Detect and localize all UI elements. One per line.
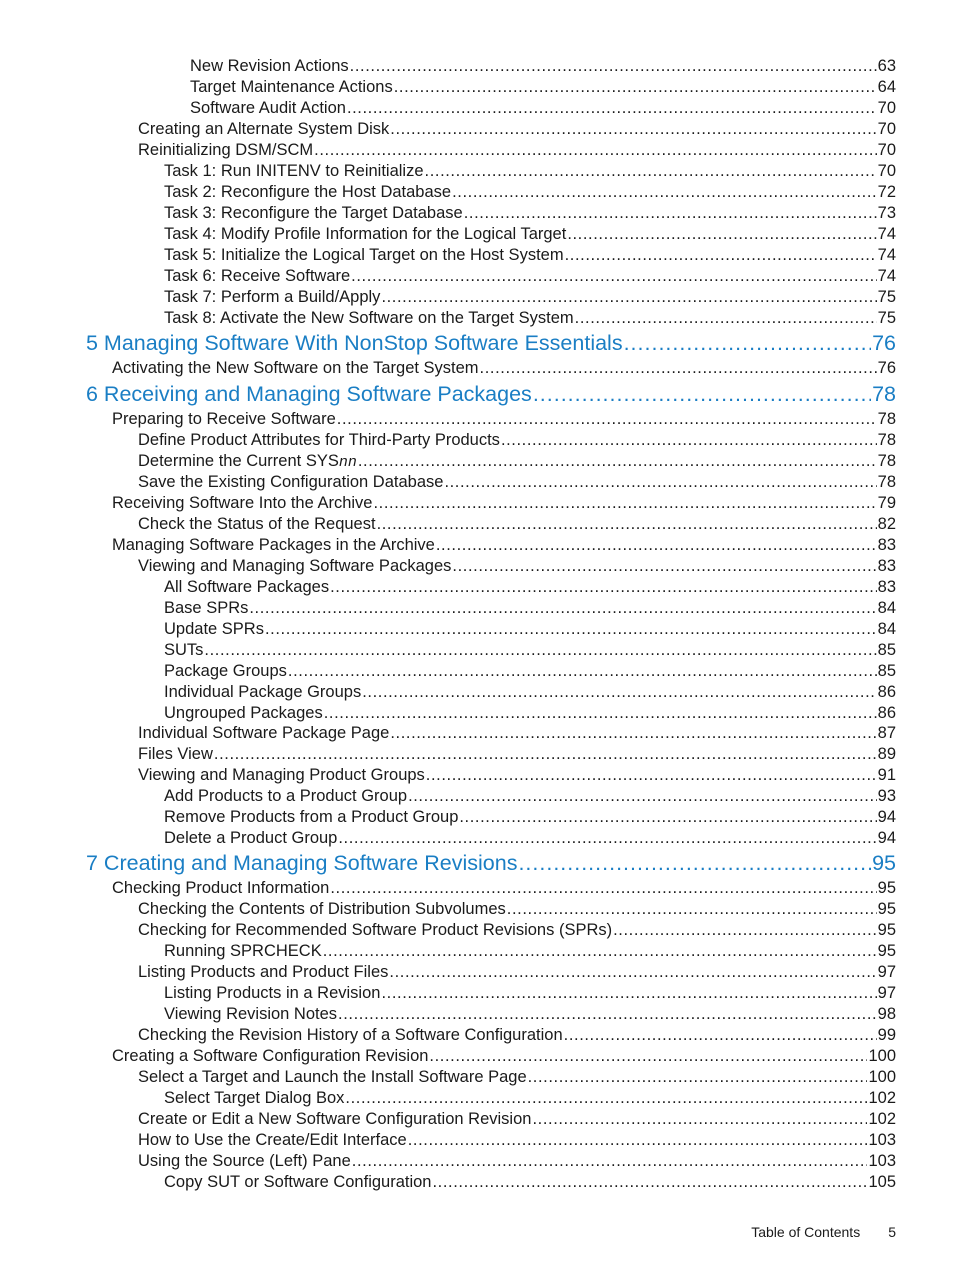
dot-leader bbox=[564, 1025, 877, 1045]
dot-leader bbox=[426, 765, 877, 785]
toc-entry-page-number: 94 bbox=[877, 829, 896, 847]
toc-entry-title: Remove Products from a Product Group bbox=[164, 808, 459, 826]
toc-entry[interactable] bbox=[112, 878, 896, 898]
toc-entry-page-number: 103 bbox=[868, 1131, 896, 1149]
toc-entry-title: Individual Package Groups bbox=[164, 683, 362, 701]
toc-entry-title: Task 8: Activate the New Software on the Target System bbox=[164, 309, 574, 327]
dot-leader bbox=[338, 1004, 877, 1024]
toc-entry-page-number: 93 bbox=[877, 787, 896, 805]
toc-entry[interactable] bbox=[164, 983, 896, 1003]
toc-entry[interactable] bbox=[138, 765, 896, 785]
toc-entry-page-number: 102 bbox=[868, 1110, 896, 1128]
dot-leader bbox=[528, 1067, 868, 1087]
toc-entry-title: Listing Products and Product Files bbox=[138, 963, 389, 981]
toc-entry[interactable] bbox=[164, 266, 896, 286]
toc-entry-page-number: 95 bbox=[877, 900, 896, 918]
toc-entry-page-number: 91 bbox=[877, 766, 896, 784]
toc-entry-page-number: 78 bbox=[877, 431, 896, 449]
dot-leader bbox=[533, 381, 871, 407]
toc-entry[interactable] bbox=[138, 1151, 896, 1171]
toc-entry[interactable] bbox=[138, 514, 896, 534]
toc-entry[interactable] bbox=[138, 556, 896, 576]
dot-leader bbox=[345, 1088, 867, 1108]
toc-entry-title: Running SPRCHECK bbox=[164, 942, 322, 960]
toc-entry-page-number: 95 bbox=[877, 879, 896, 897]
dot-leader bbox=[567, 224, 876, 244]
toc-entry-title: Preparing to Receive Software bbox=[112, 410, 336, 428]
dot-leader bbox=[314, 140, 877, 160]
dot-leader bbox=[381, 983, 876, 1003]
toc-entry-title: Activating the New Software on the Target System bbox=[112, 359, 479, 377]
toc-entry-title: Reinitializing DSM/SCM bbox=[138, 141, 314, 159]
footer-label: Table of Contents bbox=[751, 1224, 861, 1240]
dot-leader bbox=[351, 266, 876, 286]
dot-leader bbox=[390, 723, 876, 743]
toc-entry-title: New Revision Actions bbox=[190, 57, 349, 75]
dot-leader bbox=[436, 535, 877, 555]
toc-entry[interactable] bbox=[138, 744, 896, 764]
dot-leader bbox=[624, 330, 872, 356]
toc-entry-page-number: 95 bbox=[877, 942, 896, 960]
toc-entry[interactable] bbox=[164, 308, 896, 328]
toc-entry-page-number: 86 bbox=[877, 683, 896, 701]
dot-leader bbox=[265, 619, 877, 639]
toc-entry-page-number: 75 bbox=[877, 309, 896, 327]
toc-entry[interactable] bbox=[164, 682, 896, 702]
toc-entry-title: Update SPRs bbox=[164, 620, 264, 638]
toc-entry-title: Select a Target and Launch the Install Software Page bbox=[138, 1068, 527, 1086]
toc-entry-page-number: 64 bbox=[877, 78, 896, 96]
toc-entry-page-number: 83 bbox=[877, 578, 896, 596]
dot-leader bbox=[408, 786, 877, 806]
toc-entry-page-number: 78 bbox=[877, 452, 896, 470]
dot-leader bbox=[452, 556, 876, 576]
toc-entry-page-number: 85 bbox=[877, 662, 896, 680]
dot-leader bbox=[429, 1046, 867, 1066]
toc-entry[interactable] bbox=[164, 1172, 896, 1192]
toc-entry[interactable] bbox=[164, 807, 896, 827]
toc-entry-title: Target Maintenance Actions bbox=[190, 78, 393, 96]
dot-leader bbox=[377, 514, 877, 534]
toc-entry-page-number: 100 bbox=[868, 1047, 896, 1065]
toc-entry-title: Delete a Product Group bbox=[164, 829, 338, 847]
toc-entry-title: Task 1: Run INITENV to Reinitialize bbox=[164, 162, 424, 180]
dot-leader bbox=[575, 308, 877, 328]
toc-entry-title: Viewing and Managing Software Packages bbox=[138, 557, 452, 575]
toc-entry-page-number: 78 bbox=[877, 473, 896, 491]
toc-entry[interactable] bbox=[164, 1088, 896, 1108]
toc-entry-page-number: 78 bbox=[872, 382, 896, 406]
toc-entry[interactable] bbox=[164, 182, 896, 202]
dot-leader bbox=[408, 1130, 868, 1150]
dot-leader bbox=[337, 409, 877, 429]
dot-leader bbox=[358, 451, 877, 471]
toc-entry-page-number: 98 bbox=[877, 1005, 896, 1023]
toc-entry-title: Receiving Software Into the Archive bbox=[112, 494, 373, 512]
dot-leader bbox=[452, 182, 877, 202]
toc-entry-page-number: 95 bbox=[877, 921, 896, 939]
toc-entry-title: How to Use the Create/Edit Interface bbox=[138, 1131, 407, 1149]
toc-entry[interactable] bbox=[138, 1109, 896, 1129]
toc-entry-page-number: 70 bbox=[877, 141, 896, 159]
dot-leader bbox=[425, 161, 877, 181]
toc-entry-title: Checking Product Information bbox=[112, 879, 330, 897]
toc-entry-title: Ungrouped Packages bbox=[164, 704, 323, 722]
toc-entry[interactable] bbox=[190, 56, 896, 76]
toc-entry-title: Task 3: Reconfigure the Target Database bbox=[164, 204, 463, 222]
dot-leader bbox=[249, 598, 876, 618]
toc-entry[interactable] bbox=[190, 98, 896, 118]
toc-entry-title: 7 Creating and Managing Software Revisions bbox=[86, 851, 518, 875]
toc-entry[interactable] bbox=[138, 1067, 896, 1087]
toc-entry-title: Managing Software Packages in the Archive bbox=[112, 536, 435, 554]
toc-entry-page-number: 83 bbox=[877, 536, 896, 554]
toc-entry[interactable] bbox=[164, 941, 896, 961]
toc-entry-title: Select Target Dialog Box bbox=[164, 1089, 345, 1107]
toc-entry-title: Task 7: Perform a Build/Apply bbox=[164, 288, 381, 306]
toc-entry-title: 5 Managing Software With NonStop Software Essentials bbox=[86, 331, 623, 355]
toc-entry-page-number: 102 bbox=[868, 1089, 896, 1107]
toc-entry-title: Task 4: Modify Profile Information for the Logical Target bbox=[164, 225, 567, 243]
toc-entry-title: SUTs bbox=[164, 641, 204, 659]
dot-leader bbox=[433, 1172, 868, 1192]
toc-entry-page-number: 82 bbox=[877, 515, 896, 533]
toc-entry-title: Define Product Attributes for Third-Party Products bbox=[138, 431, 500, 449]
toc-entry-title: Software Audit Action bbox=[190, 99, 346, 117]
toc-entry[interactable] bbox=[138, 140, 896, 160]
dot-leader bbox=[480, 358, 877, 378]
toc-entry[interactable] bbox=[138, 1130, 896, 1150]
toc-entry[interactable] bbox=[164, 224, 896, 244]
toc-entry-page-number: 99 bbox=[877, 1026, 896, 1044]
toc-entry-title: All Software Packages bbox=[164, 578, 330, 596]
toc-entry-page-number: 75 bbox=[877, 288, 896, 306]
toc-entry[interactable] bbox=[164, 161, 896, 181]
toc-entry-page-number: 97 bbox=[877, 963, 896, 981]
toc-entry-title: Viewing and Managing Product Groups bbox=[138, 766, 425, 784]
toc-entry[interactable] bbox=[138, 119, 896, 139]
toc-entry-title: Task 5: Initialize the Logical Target on the Host System bbox=[164, 246, 564, 264]
toc-entry-page-number: 95 bbox=[872, 851, 896, 875]
toc-entry-title: Checking the Revision History of a Software Configuration bbox=[138, 1026, 563, 1044]
page-footer bbox=[751, 1223, 896, 1241]
toc-entry-title: Determine the Current SYSnn bbox=[138, 452, 357, 471]
dot-leader bbox=[459, 807, 876, 827]
toc-entry[interactable] bbox=[112, 493, 896, 513]
toc-entry-page-number: 87 bbox=[877, 724, 896, 742]
toc-entry-title: Task 6: Receive Software bbox=[164, 267, 351, 285]
toc-entry-page-number: 74 bbox=[877, 267, 896, 285]
toc-entry[interactable] bbox=[164, 598, 896, 618]
toc-entry-title: Save the Existing Configuration Database bbox=[138, 473, 444, 491]
toc-chapter-entry[interactable] bbox=[86, 330, 896, 356]
toc-entry-page-number: 74 bbox=[877, 246, 896, 264]
toc-entry[interactable] bbox=[112, 409, 896, 429]
toc-entry-page-number: 86 bbox=[877, 704, 896, 722]
toc-entry[interactable] bbox=[164, 786, 896, 806]
toc-entry-page-number: 97 bbox=[877, 984, 896, 1002]
toc-entry[interactable] bbox=[112, 535, 896, 555]
toc-entry[interactable] bbox=[164, 203, 896, 223]
toc-entry[interactable] bbox=[112, 358, 896, 378]
toc-entry-page-number: 84 bbox=[877, 620, 896, 638]
toc-entry[interactable] bbox=[164, 245, 896, 265]
toc-chapter-entry[interactable] bbox=[86, 381, 896, 407]
footer-page-number: 5 bbox=[888, 1224, 896, 1240]
dot-leader bbox=[347, 98, 877, 118]
toc-entry-page-number: 76 bbox=[877, 359, 896, 377]
toc-entry[interactable] bbox=[138, 472, 896, 492]
toc-chapter-entry[interactable] bbox=[86, 850, 896, 876]
dot-leader bbox=[330, 577, 877, 597]
toc-entry-title: Add Products to a Product Group bbox=[164, 787, 408, 805]
toc-entry-page-number: 63 bbox=[877, 57, 896, 75]
toc-entry-page-number: 103 bbox=[868, 1152, 896, 1170]
dot-leader bbox=[350, 56, 877, 76]
toc-entry-title: Using the Source (Left) Pane bbox=[138, 1152, 351, 1170]
toc-entry[interactable] bbox=[138, 899, 896, 919]
toc-entry[interactable] bbox=[164, 703, 896, 723]
toc-entry-page-number: 78 bbox=[877, 410, 896, 428]
toc-entry[interactable] bbox=[138, 1025, 896, 1045]
toc-entry-page-number: 72 bbox=[877, 183, 896, 201]
dot-leader bbox=[501, 430, 877, 450]
toc-entry[interactable] bbox=[138, 962, 896, 982]
toc-entry[interactable] bbox=[138, 723, 896, 743]
dot-leader bbox=[352, 1151, 868, 1171]
dot-leader bbox=[362, 682, 876, 702]
dot-leader bbox=[444, 472, 876, 492]
toc-entry-page-number: 74 bbox=[877, 225, 896, 243]
dot-leader bbox=[323, 941, 877, 961]
dot-leader bbox=[464, 203, 877, 223]
toc-entry[interactable] bbox=[164, 577, 896, 597]
toc-entry[interactable] bbox=[164, 640, 896, 660]
dot-leader bbox=[214, 744, 877, 764]
toc-entry[interactable] bbox=[164, 619, 896, 639]
toc-entry-page-number: 85 bbox=[877, 641, 896, 659]
toc-entry-title: Individual Software Package Page bbox=[138, 724, 390, 742]
toc-entry-page-number: 70 bbox=[877, 120, 896, 138]
toc-entry-title: Files View bbox=[138, 745, 213, 763]
dot-leader bbox=[613, 920, 877, 940]
toc-entry-page-number: 94 bbox=[877, 808, 896, 826]
toc-entry[interactable] bbox=[164, 1004, 896, 1024]
toc-entry-title: Check the Status of the Request bbox=[138, 515, 376, 533]
toc-entry-page-number: 84 bbox=[877, 599, 896, 617]
toc-entry-page-number: 105 bbox=[868, 1173, 896, 1191]
toc-entry-title: Listing Products in a Revision bbox=[164, 984, 381, 1002]
toc-entry-title: Copy SUT or Software Configuration bbox=[164, 1173, 432, 1191]
dot-leader bbox=[381, 287, 876, 307]
toc-entry[interactable] bbox=[138, 451, 896, 473]
dot-leader bbox=[389, 962, 876, 982]
toc-entry-page-number: 79 bbox=[877, 494, 896, 512]
dot-leader bbox=[324, 703, 877, 723]
toc-entry[interactable] bbox=[190, 77, 896, 97]
toc-entry[interactable] bbox=[164, 661, 896, 681]
toc-entry-page-number: 83 bbox=[877, 557, 896, 575]
dot-leader bbox=[507, 899, 877, 919]
toc-entry-page-number: 70 bbox=[877, 162, 896, 180]
toc-entry-title: Create or Edit a New Software Configuration Revision bbox=[138, 1110, 532, 1128]
toc-entry-page-number: 100 bbox=[868, 1068, 896, 1086]
toc-entry-page-number: 76 bbox=[872, 331, 896, 355]
dot-leader bbox=[288, 661, 877, 681]
toc-entry-title: Base SPRs bbox=[164, 599, 249, 617]
toc-entry-page-number: 89 bbox=[877, 745, 896, 763]
dot-leader bbox=[394, 77, 877, 97]
toc-entry[interactable] bbox=[112, 1046, 896, 1066]
toc-entry-title-variable: nn bbox=[338, 454, 357, 471]
dot-leader bbox=[204, 640, 876, 660]
toc-entry-title: Creating an Alternate System Disk bbox=[138, 120, 390, 138]
dot-leader bbox=[565, 245, 877, 265]
toc-entry-title: 6 Receiving and Managing Software Packages bbox=[86, 382, 532, 406]
toc-entry-title: Checking the Contents of Distribution Subvolumes bbox=[138, 900, 506, 918]
toc-entry[interactable] bbox=[138, 430, 896, 450]
toc-entry-title: Task 2: Reconfigure the Host Database bbox=[164, 183, 452, 201]
toc-entry[interactable] bbox=[164, 828, 896, 848]
dot-leader bbox=[390, 119, 876, 139]
toc-entry-title: Package Groups bbox=[164, 662, 287, 680]
toc-entry[interactable] bbox=[138, 920, 896, 940]
toc-entry-page-number: 70 bbox=[877, 99, 896, 117]
toc-entry-title: Creating a Software Configuration Revision bbox=[112, 1047, 429, 1065]
toc-entry[interactable] bbox=[164, 287, 896, 307]
dot-leader bbox=[338, 828, 876, 848]
dot-leader bbox=[330, 878, 876, 898]
dot-leader bbox=[373, 493, 876, 513]
toc-entry-page-number: 73 bbox=[877, 204, 896, 222]
dot-leader bbox=[532, 1109, 867, 1129]
dot-leader bbox=[518, 850, 871, 876]
toc-entry-title: Checking for Recommended Software Product Revisions (SPRs) bbox=[138, 921, 613, 939]
toc-entry-title: Viewing Revision Notes bbox=[164, 1005, 338, 1023]
